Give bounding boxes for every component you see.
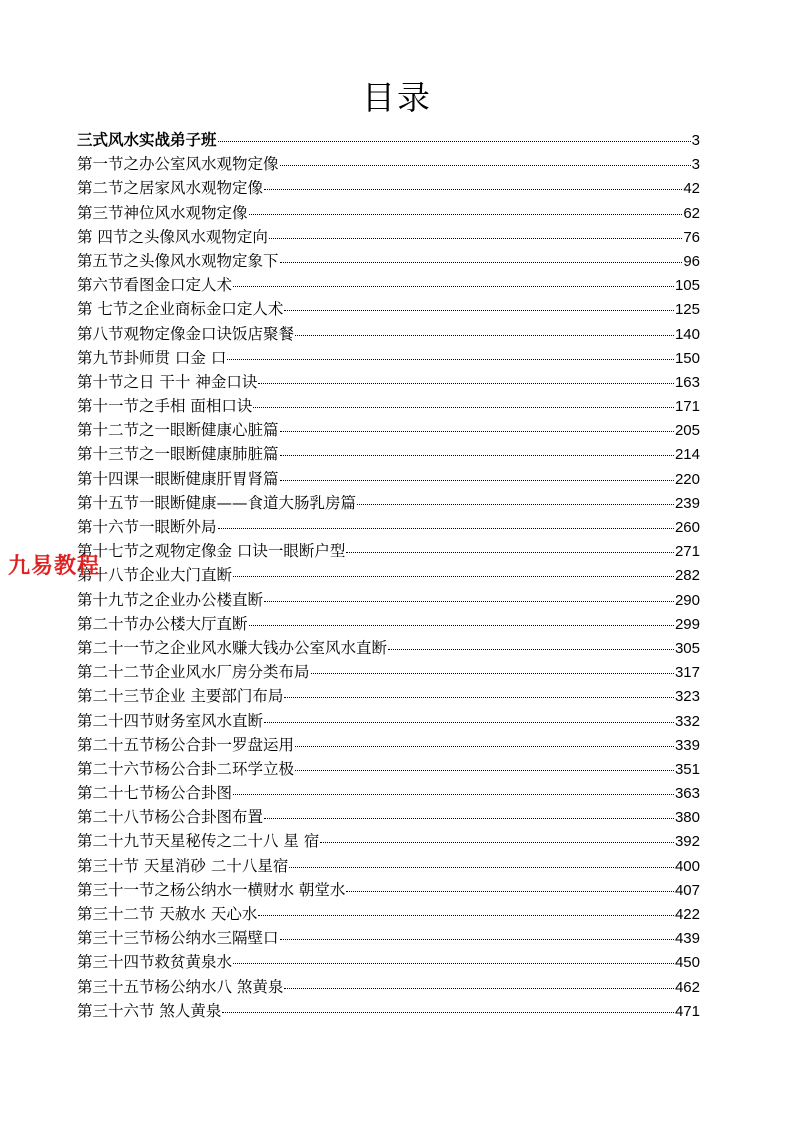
toc-entry-page-number: 76	[683, 228, 700, 246]
toc-entry-label: 第三十四节救贫黄泉水	[77, 953, 233, 972]
toc-entry-label: 第三节神位风水观物定像	[77, 203, 248, 222]
toc-entry[interactable]	[77, 975, 700, 999]
toc-entry-label: 第二节之居家风水观物定像	[77, 179, 264, 198]
toc-entry-label: 第五节之头像风水观物定象下	[77, 251, 279, 270]
dot-leader	[233, 286, 674, 287]
dot-leader	[233, 794, 674, 795]
toc-entry-page-number: 125	[674, 301, 700, 319]
dot-leader	[346, 891, 674, 892]
toc-entry-label: 第二十五节杨公合卦一罗盘运用	[77, 735, 295, 754]
toc-entry[interactable]	[77, 757, 700, 781]
toc-entry-page-number: 299	[674, 615, 700, 633]
toc-entry[interactable]	[77, 660, 700, 684]
toc-entry-label: 第二十七节杨公合卦图	[77, 784, 233, 803]
toc-entry[interactable]	[77, 297, 700, 321]
toc-entry[interactable]	[77, 539, 700, 563]
toc-entry-label: 第九节卦师贯 口金 口	[77, 348, 227, 367]
toc-entry[interactable]	[77, 370, 700, 394]
toc-entry[interactable]	[77, 709, 700, 733]
toc-entry[interactable]	[77, 902, 700, 926]
toc-entry-label: 第八节观物定像金口诀饭店聚餐	[77, 324, 295, 343]
dot-leader	[311, 673, 674, 674]
toc-entry-label: 第二十六节杨公合卦二环学立极	[77, 759, 295, 778]
toc-entry-label: 第十三节之一眼断健康肺脏篇	[77, 445, 279, 464]
toc-entry[interactable]	[77, 636, 700, 660]
toc-entry[interactable]	[77, 418, 700, 442]
dot-leader	[284, 310, 674, 311]
toc-entry[interactable]	[77, 781, 700, 805]
toc-entry-label: 第十九节之企业办公楼直断	[77, 590, 264, 609]
toc-entry[interactable]	[77, 491, 700, 515]
toc-entry-page-number: 3	[691, 156, 700, 174]
toc-entry[interactable]	[77, 588, 700, 612]
toc-entry[interactable]	[77, 152, 700, 176]
toc-entry-label: 第二十八节杨公合卦图布置	[77, 808, 264, 827]
toc-entry-page-number: 407	[674, 881, 700, 899]
dot-leader	[284, 988, 674, 989]
dot-leader	[280, 431, 674, 432]
toc-entry[interactable]	[77, 999, 700, 1023]
toc-entry-page-number: 400	[674, 857, 700, 875]
toc-entry[interactable]	[77, 926, 700, 950]
dot-leader	[280, 455, 674, 456]
dot-leader	[249, 214, 683, 215]
toc-entry-page-number: 363	[674, 785, 700, 803]
table-of-contents	[77, 128, 700, 1023]
toc-entry-page-number: 439	[674, 930, 700, 948]
dot-leader	[284, 697, 674, 698]
toc-entry-page-number: 239	[674, 494, 700, 512]
toc-entry-label: 第十八节企业大门直断	[77, 566, 233, 585]
toc-entry[interactable]	[77, 273, 700, 297]
toc-entry-label: 第十五节一眼断健康——食道大肠乳房篇	[77, 493, 357, 512]
toc-entry-page-number: 290	[674, 591, 700, 609]
toc-entry-label: 第三十三节杨公纳水三隔壁口	[77, 929, 279, 948]
toc-entry[interactable]	[77, 805, 700, 829]
toc-entry-page-number: 42	[683, 180, 700, 198]
toc-entry[interactable]	[77, 346, 700, 370]
toc-entry-page-number: 220	[674, 470, 700, 488]
dot-leader	[258, 383, 674, 384]
dot-leader	[218, 141, 691, 142]
toc-entry[interactable]	[77, 176, 700, 200]
toc-entry[interactable]	[77, 950, 700, 974]
toc-entry-page-number: 96	[683, 252, 700, 270]
toc-entry-label: 第二十一节之企业风水赚大钱办公室风水直断	[77, 638, 388, 657]
dot-leader	[295, 335, 674, 336]
dot-leader	[264, 818, 674, 819]
toc-entry-page-number: 332	[674, 712, 700, 730]
toc-entry-page-number: 450	[674, 954, 700, 972]
dot-leader	[218, 528, 674, 529]
toc-entry[interactable]	[77, 829, 700, 853]
toc-entry-label: 三式风水实战弟子班	[77, 131, 217, 149]
dot-leader	[233, 576, 674, 577]
toc-entry-page-number: 150	[674, 349, 700, 367]
dot-leader	[269, 238, 682, 239]
toc-entry-label: 第三十五节杨公纳水八 煞黄泉	[77, 977, 284, 996]
toc-entry-label: 第一节之办公室风水观物定像	[77, 155, 279, 174]
dot-leader	[295, 770, 674, 771]
toc-entry-page-number: 317	[674, 664, 700, 682]
toc-entry-label: 第十一节之手相 面相口诀	[77, 397, 253, 416]
toc-entry-page-number: 323	[674, 688, 700, 706]
toc-entry-label: 第三十一节之杨公纳水一横财水 朝堂水	[77, 880, 346, 899]
toc-entry[interactable]	[77, 128, 700, 152]
toc-entry-page-number: 282	[674, 567, 700, 585]
toc-entry-label: 第十六节一眼断外局	[77, 518, 217, 536]
watermark: 九易教程	[8, 554, 101, 579]
toc-entry-page-number: 462	[674, 978, 700, 996]
page-title: 目录	[362, 78, 432, 117]
toc-entry-page-number: 422	[674, 906, 700, 923]
dot-leader	[280, 262, 683, 263]
toc-entry[interactable]	[77, 563, 700, 587]
toc-entry-label: 第十二节之一眼断健康心脏篇	[77, 421, 279, 440]
toc-entry-page-number: 305	[674, 639, 700, 657]
toc-entry[interactable]	[77, 467, 700, 491]
dot-leader	[295, 746, 674, 747]
dot-leader	[280, 165, 691, 166]
dot-leader	[264, 601, 674, 602]
dot-leader	[289, 867, 674, 868]
toc-entry-page-number: 163	[674, 373, 700, 391]
dot-leader	[264, 189, 682, 190]
toc-entry-page-number: 271	[674, 543, 700, 561]
toc-entry[interactable]	[77, 733, 700, 757]
toc-entry[interactable]	[77, 249, 700, 273]
dot-leader	[227, 359, 674, 360]
toc-entry-label: 第二十四节财务室风水直断	[77, 711, 264, 730]
toc-entry[interactable]	[77, 612, 700, 636]
dot-leader	[388, 649, 674, 650]
toc-entry-label: 第二十九节天星秘传之二十八 星 宿	[77, 832, 320, 851]
dot-leader	[357, 504, 674, 505]
toc-entry[interactable]	[77, 394, 700, 418]
toc-entry-label: 第三十六节 煞人黄泉	[77, 1001, 222, 1020]
toc-entry-label: 第 七节之企业商标金口定人术	[77, 300, 284, 319]
toc-entry-label: 第二十节办公楼大厅直断	[77, 614, 248, 633]
dot-leader	[249, 625, 674, 626]
dot-leader	[264, 722, 674, 723]
toc-entry[interactable]	[77, 201, 700, 225]
toc-entry-page-number: 380	[674, 809, 700, 827]
toc-entry-page-number: 62	[683, 204, 700, 222]
toc-entry-page-number: 351	[674, 760, 700, 778]
dot-leader	[346, 552, 674, 553]
toc-entry-page-number: 471	[674, 1002, 700, 1020]
toc-entry-label: 第六节看图金口定人术	[77, 276, 233, 295]
toc-entry-page-number: 171	[674, 398, 700, 416]
dot-leader	[280, 480, 674, 481]
dot-leader	[253, 407, 674, 408]
toc-entry-label: 第 四节之头像风水观物定向	[77, 227, 268, 246]
toc-entry[interactable]	[77, 442, 700, 466]
dot-leader	[222, 1012, 674, 1013]
toc-entry[interactable]	[77, 684, 700, 708]
dot-leader	[258, 915, 674, 916]
toc-entry-label: 第三十二节 天赦水 天心水	[77, 905, 258, 923]
toc-entry-page-number: 105	[674, 277, 700, 295]
toc-entry-label: 第十四课一眼断健康肝胃肾篇	[77, 469, 279, 488]
toc-entry-label: 第二十三节企业 主要部门布局	[77, 687, 284, 706]
toc-entry[interactable]	[77, 225, 700, 249]
toc-entry-page-number: 260	[674, 519, 700, 536]
toc-entry-page-number: 205	[674, 422, 700, 440]
toc-entry-page-number: 214	[674, 446, 700, 464]
dot-leader	[320, 842, 674, 843]
toc-entry[interactable]	[77, 854, 700, 878]
toc-entry[interactable]	[77, 878, 700, 902]
toc-entry-page-number: 339	[674, 736, 700, 754]
dot-leader	[280, 939, 674, 940]
toc-entry[interactable]	[77, 322, 700, 346]
toc-entry-page-number: 392	[674, 833, 700, 851]
dot-leader	[233, 963, 674, 964]
toc-entry-label: 第十节之日 干十 神金口诀	[77, 372, 258, 391]
toc-entry-label: 第二十二节企业风水厂房分类布局	[77, 663, 310, 682]
toc-entry-label: 第十七节之观物定像金 口诀一眼断户型	[77, 542, 346, 561]
toc-entry-label: 第三十节 天星消砂 二十八星宿	[77, 856, 289, 875]
toc-entry-page-number: 140	[674, 325, 700, 343]
toc-entry[interactable]	[77, 515, 700, 539]
toc-entry-page-number: 3	[691, 132, 700, 149]
